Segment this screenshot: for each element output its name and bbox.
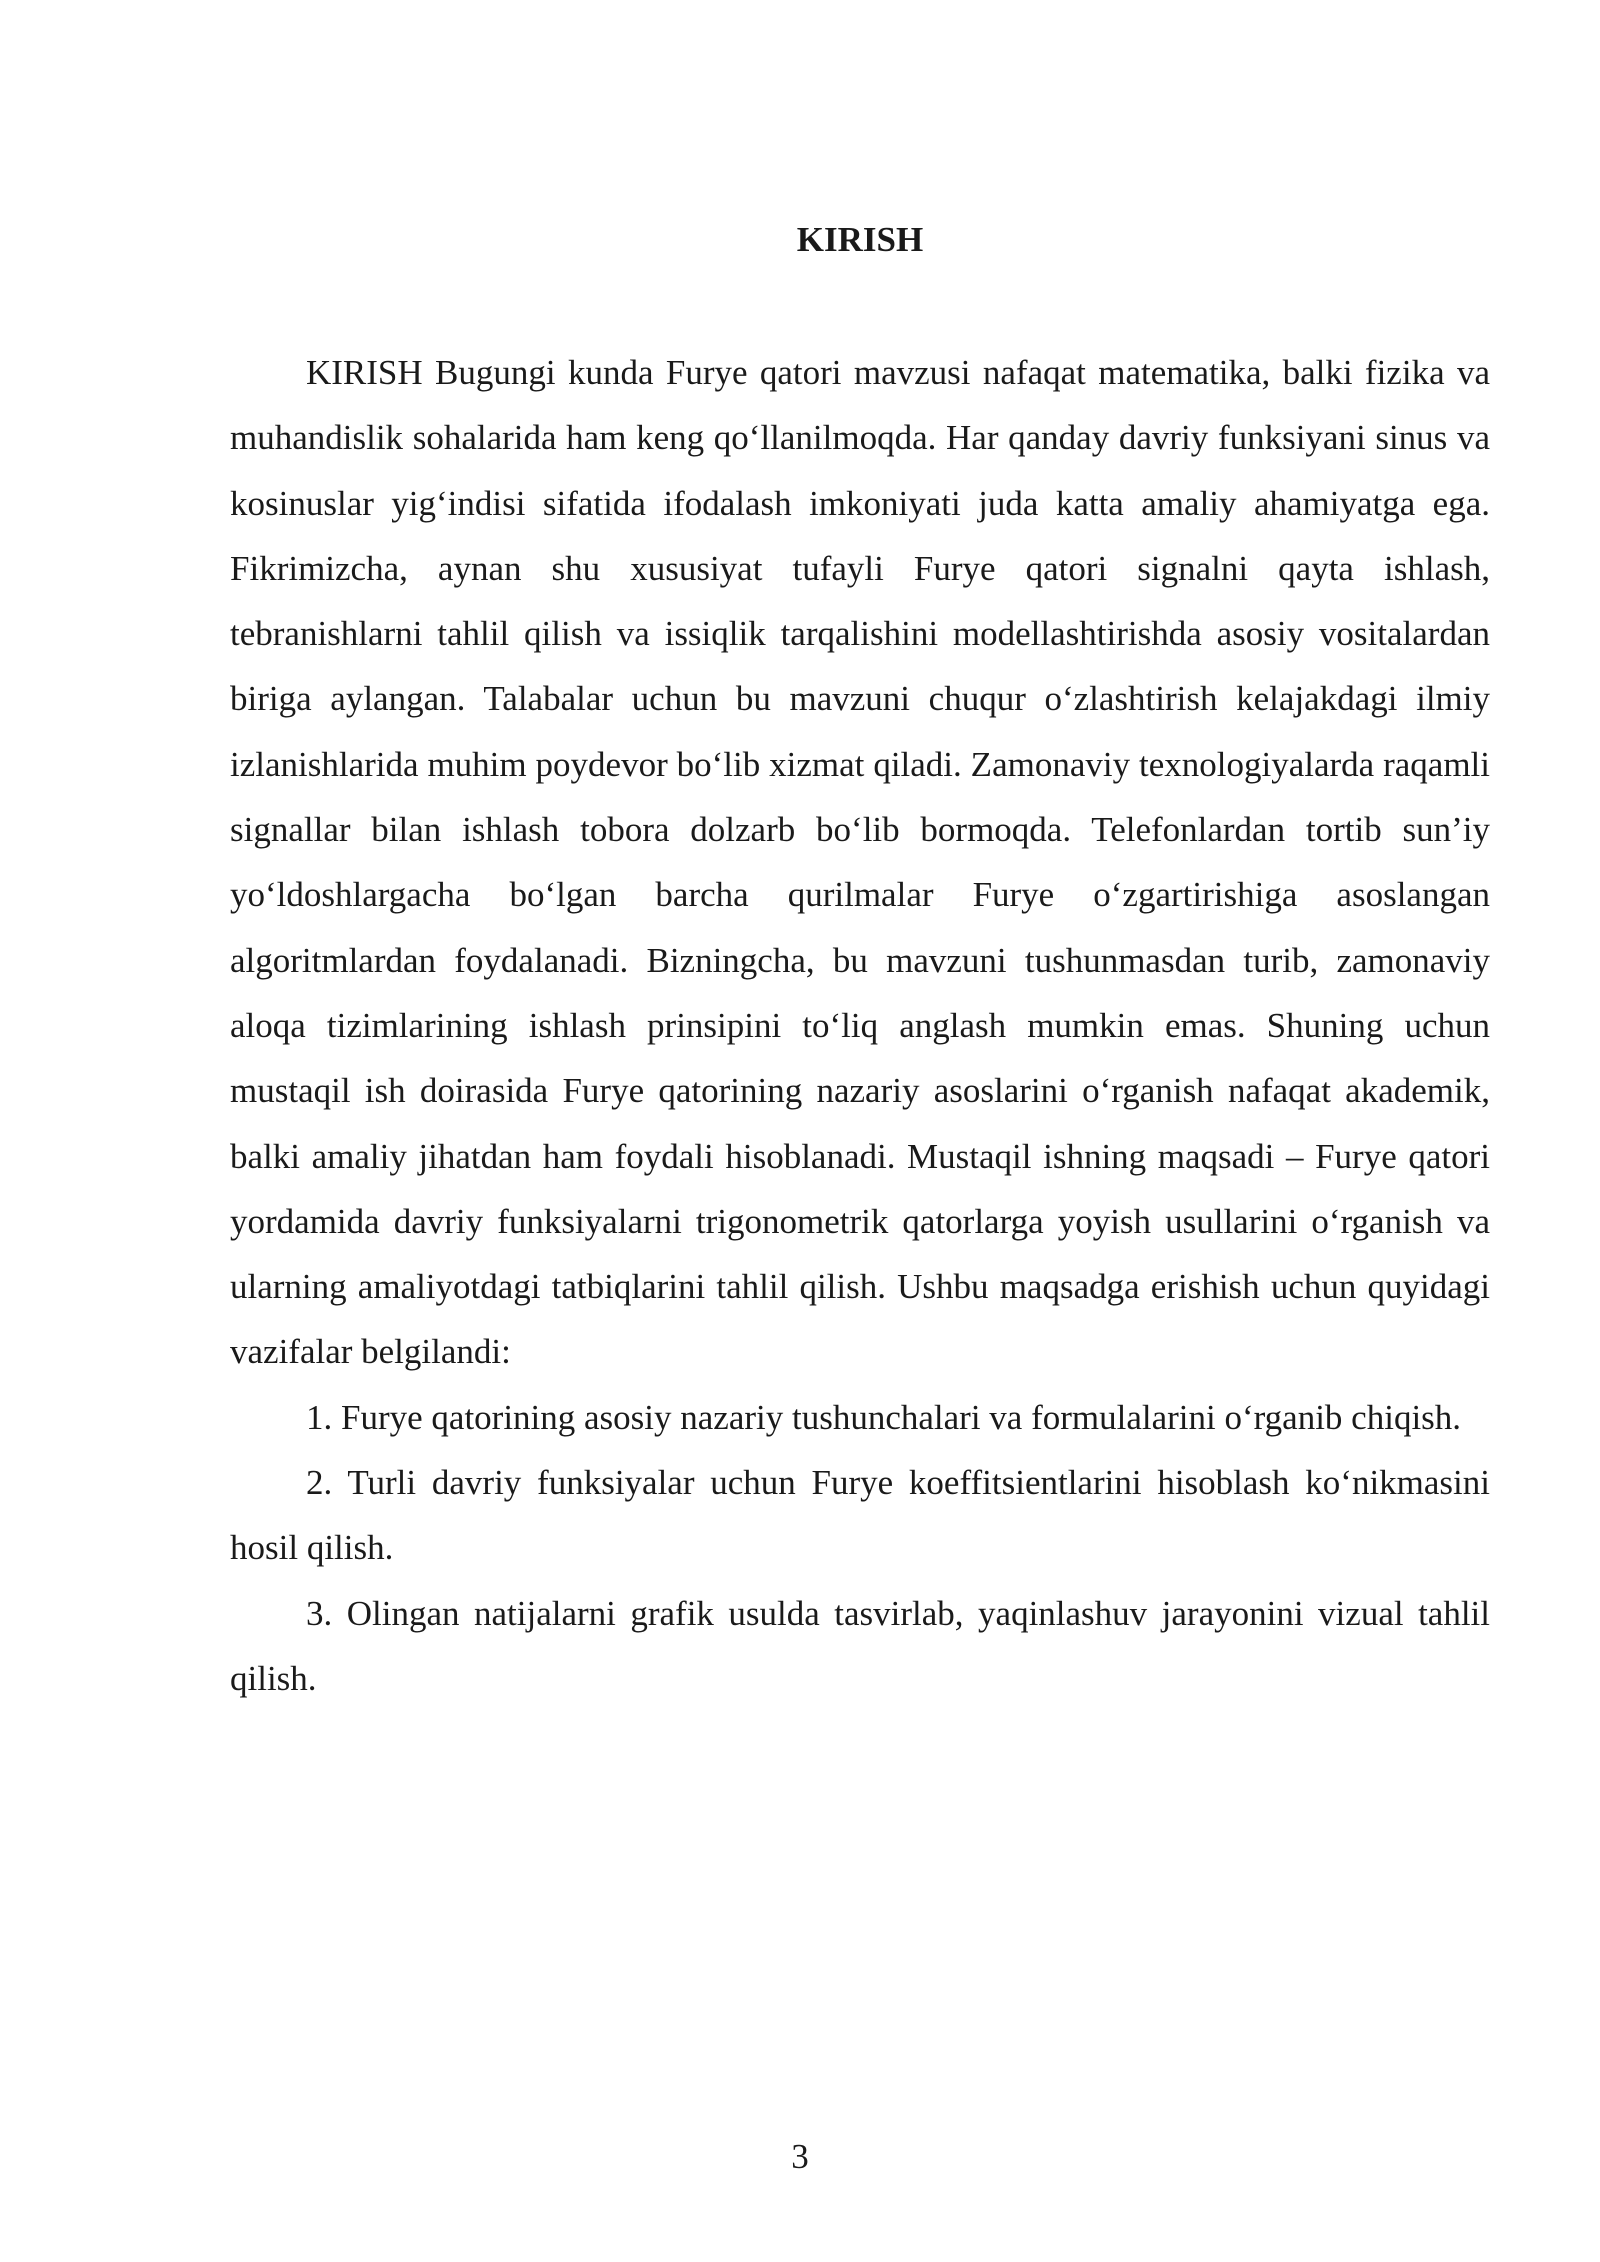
task-item-2: 2. Turli davriy funksiyalar uchun Furye koeffitsientlarini hisoblash ko‘nikmasini hosil qilish. [230,1463,1490,1568]
task-item-1: 1. Furye qatorining asosiy nazariy tushunchalari va formulalarini o‘rganib chiqish. [306,1397,1462,1437]
task-item-3: 3. Olingan natijalarni grafik usulda tasvirlab, yaqinlashuv jarayonini vizual tahlil qilish. [230,1593,1490,1698]
intro-paragraph: KIRISH Bugungi kunda Furye qatori mavzusi nafaqat matematika, balki fizika va muhandislik sohalarida ham keng qo‘llanilmoqda. Har qanday davriy funksiyani sinus va kosinuslar yig‘indisi sifatida ifodalash imkoniyati juda katta amaliy ahamiyatga ega. Fikrimizcha, aynan shu xususiyat tufayli Furye qatori signalni qayta ishlash, tebranishlarni tahlil qilish va issiqlik tarqalishini modellashtirishda asosiy vositalardan biriga aylangan. Talabalar uchun bu mavzuni chuqur o‘zlashtirish kelajakdagi ilmiy izlanishlarida muhim poydevor bo‘lib xizmat qiladi. Zamonaviy texnologiyalarda raqamli signallar bilan ishlash tobora dolzarb bo‘lib bormoqda. Telefonlardan tortib sun’iy yo‘ldoshlargacha bo‘lgan barcha qurilmalar Furye o‘zgartirishiga asoslangan algoritmlardan foydalanadi. Bizningcha, bu mavzuni tushunmasdan turib, zamonaviy aloqa tizimlarining ishlash prinsipini to‘liq anglash mumkin emas. Shuning uchun mustaqil ish doirasida Furye qatorining nazariy asoslarini o‘rganish nafaqat akademik, balki amaliy jihatdan ham foydali hisoblanadi. Mustaqil ishning maqsadi – Furye qatori yordamida davriy funksiyalarni trigonometrik qatorlarga yoyish usullarini o‘rganish va ularning amaliyotdagi tatbiqlarini tahlil qilish. Ushbu maqsadga erishish uchun quyidagi vazifalar belgilandi: [230,353,1490,1372]
body-text [230,340,1490,1711]
section-heading: KIRISH [796,220,924,259]
page-number: 3 [791,2137,809,2176]
